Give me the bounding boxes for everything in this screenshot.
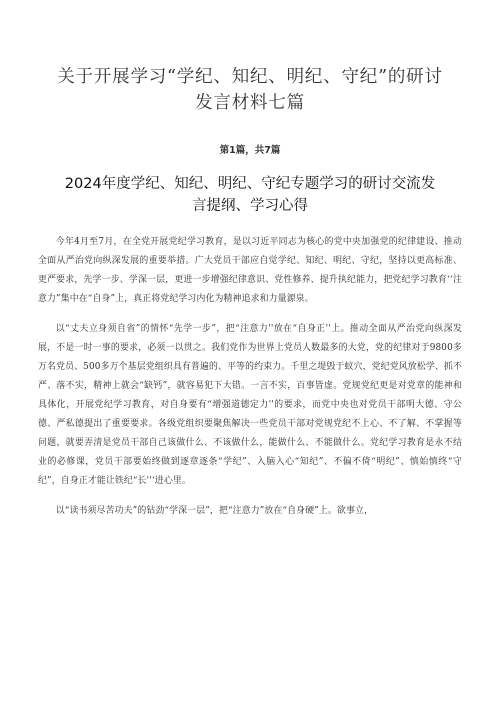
body-paragraph: 以“丈夫立身须自省”的情怀“先学一步”，把“注意力''放在“自身正''上。推动全面从严治党向纵深发展，不是一时一事的要求，必须一以贯之。我们党作为世界上党员人数最多的大党，党的纪律对于9800多万名党员、500多万个基层党组织具有普遍的、平等的约束力。千里之堤毁于蚁穴，党纪党风放松学、抓不严、落不实，精神上就会“缺钙”，就容易犯下大错。一言不实，百事皆虚。党规党纪更是对党章的能神和具体化，开展党纪学习教育，对自身要有“增强道德定力''的要求，而党中央也对党员干部明大德、守公德、严私德提出了重要要求。各级党组织要聚焦解决一些党员干部对党规党纪不上心、不了解、不掌握等问题，就要弄清是党员干部自己该做什么、不该做什么，能做什么、不能做什么。党纪学习教育是永不结业的必修课，党员干部要始终做到逐章逐条“学纪”、入脑入心“知纪”、不偏不倚“明纪”、慎始慎终“守纪”，自身正才能让铁纪“长''‘进心里。 [38,324,462,486]
section-heading [38,173,462,217]
section-heading-line-1: 2024年度学纪、知纪、明纪、守纪专题学习的研讨交流发 [64,176,436,192]
section-heading-line-2: 言提纲、学习心得 [192,198,308,214]
body-paragraph: 今年4月至7月，在全党开展党纪学习教育，是以习近平同志为核心的党中央加强党的纪律建设、推动全面从严治党向纵深发展的重要举措。广大党员干部应自觉学纪、知纪、明纪、守纪，坚持以更高标准、更严要求，先学一步、学深一层，更进一步增强纪律意识、党性修养、提升执纪能力，把党纪学习教育‘‘注意力”集中在“自身”上，真正将党纪学习内化为精神追求和力量源泉。 [38,237,462,304]
document-title-line-1: 关于开展学习“学纪、知纪、明纪、守纪”的研讨 [57,67,443,87]
document-title-line-2: 发言材料七篇 [195,93,305,113]
document-body [38,233,462,521]
document-title [38,0,462,116]
part-label: 第1篇，共7篇 [219,145,281,156]
body-paragraph: 以“读书须尽苦功夫”的钻劲“学深一层”，把“注意力”放在“自身硬”上。欲事立， [55,506,374,516]
